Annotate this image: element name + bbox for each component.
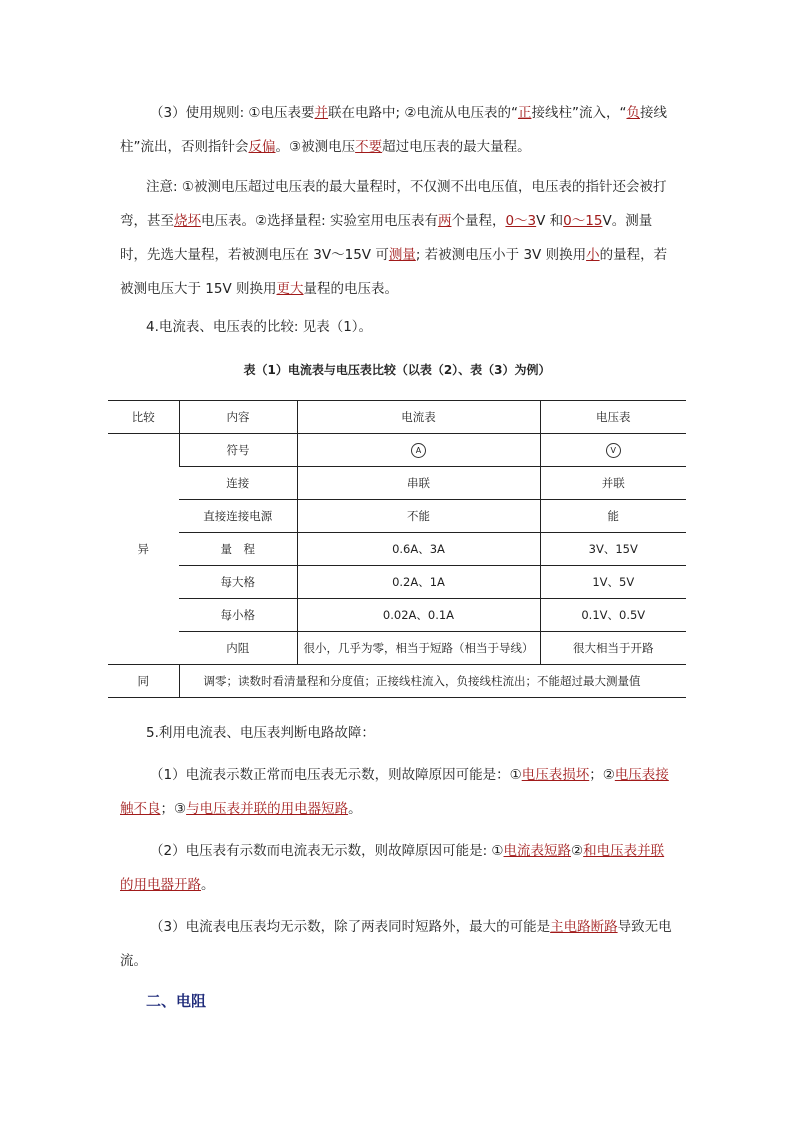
ammeter-symbol-icon: A: [411, 443, 426, 458]
note-paragraph: [120, 170, 674, 306]
fault1-paragraph: [120, 758, 674, 826]
rule3-text-3: 接线柱”流入，“: [531, 105, 627, 121]
table-row: [108, 566, 686, 599]
note-highlight-1: 烧坏: [174, 213, 201, 229]
ammeter-value: 不能: [297, 500, 540, 533]
row-item: 每小格: [179, 599, 297, 632]
note-highlight-6: 小: [586, 247, 600, 263]
comparison-table: [108, 400, 686, 698]
ammeter-value: 串联: [297, 467, 540, 500]
rule3-text-2: 联在电路中; ②电流从电压表的“: [328, 105, 518, 121]
group-diff-label: 异: [108, 434, 179, 665]
voltmeter-value: 很大相当于开路: [540, 632, 686, 665]
table-caption: 表（1）电流表与电压表比较（以表（2）、表（3）为例）: [243, 363, 551, 377]
header-content: 内容: [179, 401, 297, 434]
item5-paragraph: 5.利用电流表、电压表判断电路故障：: [146, 725, 375, 741]
fault3-text-2: 导致无电流。: [120, 919, 672, 969]
table-row: [108, 533, 686, 566]
item4-paragraph: 4.电流表、电压表的比较: 见表（1）。: [146, 319, 373, 335]
note-text-7: 的量程，若被测电压大于 15V 则换用: [120, 247, 668, 297]
table-row: [108, 632, 686, 665]
table-row: [108, 434, 686, 467]
voltmeter-value: 1V、5V: [540, 566, 686, 599]
fault2-paragraph: [120, 834, 674, 902]
header-ammeter: 电流表: [297, 401, 540, 434]
note-highlight-5: 测量: [388, 247, 416, 263]
section-title: 二、电阻: [146, 992, 207, 1010]
ammeter-value: 很小，几乎为零，相当于短路（相当于导线）: [297, 632, 540, 665]
voltmeter-symbol-icon: V: [606, 443, 621, 458]
note-text-3: 个量程，: [451, 213, 506, 229]
header-voltmeter: 电压表: [540, 401, 686, 434]
voltmeter-value: 并联: [540, 467, 686, 500]
fault3-text-1: （3）电流表电压表均无示数，除了两表同时短路外，最大的可能是: [150, 919, 551, 935]
group-same-label: 同: [108, 665, 179, 698]
table-row: [108, 500, 686, 533]
row-item: 量 程: [179, 533, 297, 566]
fault1-highlight-2: 电压表接触不良: [120, 767, 669, 817]
fault1-text-2: ；②: [589, 767, 615, 783]
fault2-text-3: 。: [201, 877, 215, 893]
rule3-highlight-4: 反偏: [248, 139, 276, 155]
fault2-highlight-1: 电流表短路: [503, 843, 572, 859]
table-row-same: [108, 665, 686, 698]
rule3-paragraph: [120, 96, 674, 164]
rule3-highlight-1: 并: [314, 105, 329, 121]
fault1-text-1: （1）电流表示数正常而电压表无示数，则故障原因可能是：①: [150, 767, 522, 783]
note-highlight-4: 0～15: [563, 213, 603, 229]
rule3-highlight-3: 负: [626, 105, 640, 121]
note-text-4: V 和: [536, 213, 564, 229]
row-item: 符号: [179, 434, 297, 467]
ammeter-value: 0.02A、0.1A: [297, 599, 540, 632]
ammeter-value: 0.2A、1A: [297, 566, 540, 599]
row-item: 每大格: [179, 566, 297, 599]
voltmeter-value: 0.1V、0.5V: [540, 599, 686, 632]
fault2-text-1: （2）电压表有示数而电流表无示数，则故障原因可能是: ①: [150, 843, 504, 859]
voltmeter-symbol-cell: [540, 434, 686, 467]
note-text-5: V。测量时，先选大量程，若被测电压在 3V～15V 可: [120, 213, 653, 263]
voltmeter-value: 能: [540, 500, 686, 533]
same-points-text: 调零；读数时看清量程和分度值；正接线柱流入，负接线柱流出；不能超过最大测量值: [179, 665, 686, 698]
fault1-text-4: 。: [348, 801, 362, 817]
note-text-6: ; 若被测电压小于 3V 则换用: [415, 247, 587, 263]
ammeter-symbol-cell: [297, 434, 540, 467]
fault3-highlight-1: 主电路断路: [550, 919, 618, 935]
row-item: 连接: [179, 467, 297, 500]
note-text-1: 注意: ①被测电压超过电压表的最大量程时，不仅测不出电压值，电压表的指针还会被打弯，甚至: [120, 179, 667, 229]
rule3-text-1: （3）使用规则: ①电压表要: [150, 105, 315, 121]
rule3-text-6: 超过电压表的最大量程。: [382, 139, 531, 155]
fault1-highlight-1: 电压表损坏: [521, 767, 590, 783]
table-row: [108, 599, 686, 632]
fault2-text-2: ②: [571, 843, 584, 859]
note-highlight-7: 更大: [276, 281, 304, 297]
voltmeter-value: 3V、15V: [540, 533, 686, 566]
rule3-highlight-2: 正: [517, 105, 532, 121]
fault1-text-3: ；③: [160, 801, 187, 817]
note-highlight-2: 两: [437, 213, 452, 229]
header-compare: 比较: [108, 401, 179, 434]
note-text-2: 电压表。②选择量程: 实验室用电压表有: [201, 213, 438, 229]
ammeter-value: 0.6A、3A: [297, 533, 540, 566]
note-highlight-3: 0～3: [505, 213, 537, 229]
table-row: [108, 467, 686, 500]
fault1-highlight-3: 与电压表并联的用电器短路: [186, 801, 349, 817]
row-item: 直接连接电源: [179, 500, 297, 533]
note-text-8: 量程的电压表。: [303, 281, 398, 297]
fault3-paragraph: [120, 910, 674, 978]
rule3-text-4: 接线柱”流出，否则指针会: [120, 105, 667, 155]
row-item: 内阻: [179, 632, 297, 665]
fault2-highlight-2: 和电压表并联的用电器开路: [120, 843, 665, 893]
rule3-highlight-5: 不要: [355, 139, 383, 155]
table-header-row: [108, 401, 686, 434]
rule3-text-5: 。③被测电压: [275, 139, 356, 155]
